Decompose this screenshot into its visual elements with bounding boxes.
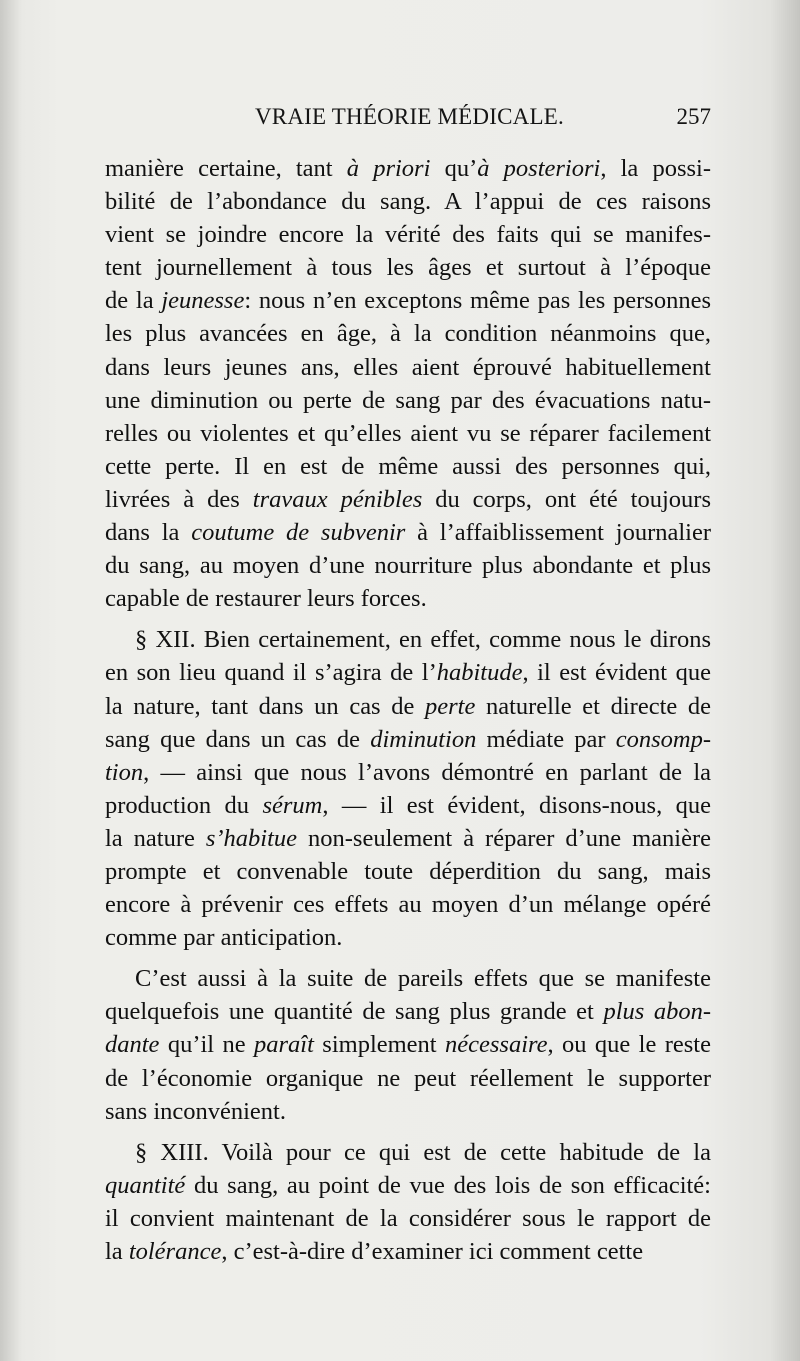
text-line	[105, 888, 711, 921]
text-line	[105, 218, 711, 251]
text-run: la	[105, 1238, 129, 1265]
text-run: production du	[105, 791, 263, 819]
text-run: à l’affaiblissement journalier	[405, 519, 712, 547]
text-line	[105, 185, 711, 218]
text-run: cette perte. Il en est de même aussi des personnes qui,	[105, 452, 711, 480]
text-run: , — il est évident, disons-nous, que	[322, 791, 711, 819]
italic-text: habitude	[436, 659, 523, 687]
paragraph-gap	[105, 1128, 711, 1136]
text-run: simplement	[313, 1031, 445, 1059]
paragraph-gap	[105, 615, 711, 623]
text-line	[105, 384, 711, 417]
text-run: § XIII. Voilà pour ce qui est de cette habitude de la	[135, 1138, 711, 1166]
paragraph	[105, 623, 711, 954]
text-run: encore à prévenir ces effets au moyen d’un mélange opéré	[105, 891, 711, 919]
text-line	[105, 582, 711, 615]
text-run: , c’est-à-dire d’examiner ici comment cette	[221, 1238, 644, 1265]
text-run: dans la	[105, 519, 192, 547]
italic-text: tion	[105, 758, 144, 786]
text-run: dans leurs jeunes ans, elles aient éprouvé habituellement	[105, 353, 711, 381]
italic-text: nécessaire	[445, 1031, 548, 1059]
text-run: de l’économie organique ne peut réellement le supporter	[105, 1064, 711, 1092]
text-run: § XII. Bien certainement, en effet, comme nous le dirons	[135, 626, 711, 654]
text-line	[105, 855, 711, 888]
text-line	[105, 351, 711, 384]
text-run: la nature	[105, 824, 206, 852]
italic-text: plus abon-	[603, 998, 712, 1026]
text-line	[105, 921, 711, 954]
paragraph-gap	[105, 954, 711, 962]
body-text	[105, 152, 711, 1268]
text-run: vient se joindre encore la vérité des faits qui se manifes-	[105, 221, 711, 249]
text-line	[105, 723, 711, 756]
italic-text: paraît	[254, 1031, 314, 1059]
running-head	[105, 104, 711, 138]
text-run: quelquefois une quantité de sang plus grande et	[105, 998, 604, 1026]
text-line	[105, 789, 711, 822]
text-run: en son lieu quand il s’agira de l’	[105, 659, 437, 687]
text-line	[105, 756, 711, 789]
text-run: tent journellement à tous les âges et surtout à l’époque	[105, 254, 711, 282]
italic-text: à priori	[346, 155, 431, 182]
text-run: du corps, ont été toujours	[422, 485, 711, 513]
text-run: qu’il ne	[159, 1031, 254, 1059]
text-line	[105, 1235, 711, 1268]
text-line	[105, 1028, 711, 1061]
text-run: manière certaine, tant	[105, 155, 347, 182]
text-line	[105, 1136, 711, 1169]
text-run: prompte et convenable toute déperdition du sang, mais	[105, 857, 711, 885]
text-line	[105, 656, 711, 689]
text-run: non-seulement à réparer d’une manière	[297, 824, 712, 852]
text-run: bilité de l’abondance du sang. A l’appui de ces raisons	[105, 188, 711, 216]
text-line	[105, 1062, 711, 1095]
text-line	[105, 822, 711, 855]
text-run: livrées à des	[105, 485, 253, 513]
text-line	[105, 962, 711, 995]
italic-text: sérum	[262, 791, 323, 819]
text-line	[105, 1202, 711, 1235]
text-line	[105, 450, 711, 483]
text-line	[105, 152, 711, 185]
text-line	[105, 251, 711, 284]
text-line	[105, 1095, 711, 1128]
italic-text: perte	[424, 692, 476, 720]
italic-text: diminution	[370, 725, 477, 753]
paragraph	[105, 962, 711, 1127]
italic-text: coutume de subvenir	[191, 519, 406, 547]
text-run: de la	[105, 287, 162, 315]
page-number: 257	[676, 104, 711, 129]
text-line	[105, 690, 711, 723]
text-line	[105, 623, 711, 656]
text-line	[105, 549, 711, 582]
text-run: les plus avancées en âge, à la condition néanmoins que,	[105, 320, 711, 348]
italic-text: quantité	[105, 1171, 186, 1199]
text-line	[105, 1169, 711, 1202]
text-run: naturelle et directe de	[475, 692, 711, 720]
text-run: médiate par	[476, 725, 616, 753]
italic-text: travaux pénibles	[252, 485, 423, 513]
text-line	[105, 995, 711, 1028]
text-line	[105, 317, 711, 350]
text-run: une diminution ou perte de sang par des évacuations natu-	[105, 386, 711, 414]
text-line	[105, 483, 711, 516]
text-run: , la possi-	[600, 155, 712, 182]
text-run: comme par anticipation.	[105, 924, 343, 952]
text-run: C’est aussi à la suite de pareils effets que se manifeste	[135, 965, 711, 993]
text-run: du sang, au point de vue des lois de son efficacité:	[185, 1171, 711, 1199]
text-run: sans inconvénient.	[105, 1097, 286, 1125]
text-run: la nature, tant dans un cas de	[105, 692, 425, 720]
text-run: sang que dans un cas de	[105, 725, 371, 753]
italic-text: dante	[105, 1031, 160, 1059]
text-run: , ou que le reste	[547, 1031, 711, 1059]
text-run: : nous n’en exceptons même pas les personnes	[244, 287, 711, 315]
text-run: du sang, au moyen d’une nourriture plus abondante et plus	[105, 552, 711, 580]
text-run: , il est évident que	[522, 659, 711, 687]
text-run: il convient maintenant de la considérer sous le rapport de	[105, 1204, 711, 1232]
text-run: , — ainsi que nous l’avons démontré en parlant de la	[143, 758, 711, 786]
italic-text: jeunesse	[161, 287, 245, 315]
text-run: qu’	[430, 155, 478, 182]
italic-text: à posteriori	[477, 155, 601, 182]
paragraph	[105, 152, 711, 615]
text-run: capable de restaurer leurs forces.	[105, 585, 427, 613]
paragraph	[105, 1136, 711, 1268]
text-line	[105, 516, 711, 549]
italic-text: consomp-	[615, 725, 711, 753]
italic-text: tolérance	[128, 1238, 222, 1265]
text-line	[105, 417, 711, 450]
text-line	[105, 284, 711, 317]
text-run: relles ou violentes et qu’elles aient vu se réparer facilement	[105, 419, 711, 447]
running-title: VRAIE THÉORIE MÉDICALE.	[255, 104, 564, 129]
italic-text: s’habitue	[205, 824, 298, 852]
